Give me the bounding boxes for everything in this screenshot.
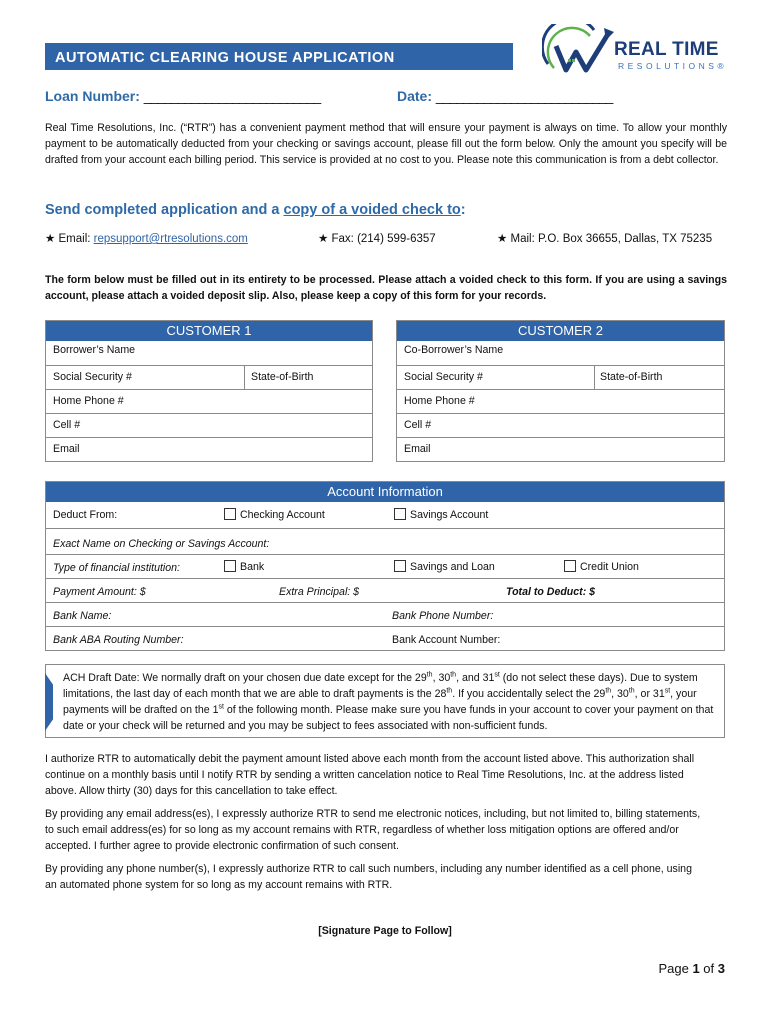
send-heading-colon: :	[460, 202, 466, 218]
c2-home-phone-field[interactable]: Home Phone #	[404, 395, 475, 407]
ach-draft-notice	[45, 664, 725, 738]
form-title: AUTOMATIC CLEARING HOUSE APPLICATION	[45, 43, 513, 70]
logo-subtitle: RESOLUTIONS®	[618, 61, 728, 71]
exact-name-field[interactable]: Exact Name on Checking or Savings Account:	[53, 538, 270, 550]
email-link[interactable]: repsupport@rtresolutions.com	[93, 233, 248, 245]
callout-arrow-icon	[45, 673, 53, 731]
credit-union-label: Credit Union	[580, 561, 639, 573]
extra-principal-field[interactable]: Extra Principal: $	[279, 586, 360, 598]
loan-number-field[interactable]	[45, 88, 320, 104]
ach-draft-text: ACH Draft Date: We normally draft on your chosen due date except for the 29th, 30th, and 31st (do not select these days). Due to system limitations, the last day of each month that we are able to draft payments is the 28th. If you accidentally select the 29th, 30th, or 31st, your payments will be drafted on the 1st of the following month. Please make sure you have funds in your account to cover your payment on that date or your check will be returned and you may be subject to fees associated with non-sufficient funds.	[63, 671, 714, 732]
deduct-from-label: Deduct From:	[53, 509, 118, 521]
bank-label: Bank	[240, 561, 265, 573]
customer-2-title: CUSTOMER 2	[397, 321, 724, 341]
bank-checkbox[interactable]	[224, 560, 236, 572]
savings-loan-option[interactable]	[394, 560, 495, 573]
c1-email-field[interactable]: Email	[53, 443, 80, 455]
checking-label: Checking Account	[240, 509, 325, 521]
bank-phone-field[interactable]: Bank Phone Number:	[392, 610, 494, 622]
contact-fax: ★ Fax: (214) 599-6357	[318, 233, 436, 245]
email-label: ★ Email:	[45, 233, 94, 245]
customer-2-table	[396, 320, 725, 462]
co-borrower-name-field[interactable]: Co-Borrower’s Name	[404, 344, 504, 356]
date-label: Date:	[397, 88, 433, 104]
loan-number-label: Loan Number:	[45, 88, 140, 104]
voided-check-link-text: copy of a voided check to	[283, 202, 461, 218]
account-info-table	[45, 481, 725, 651]
savings-loan-checkbox[interactable]	[394, 560, 406, 572]
c1-state-of-birth-field[interactable]: State-of-Birth	[251, 371, 314, 383]
email-consent-paragraph: By providing any email address(es), I expressly authorize RTR to send me electronic notices, including, but not limited to, billing statements, to such email address(es) for so long as my account remains with RTR, regardless of whether loss mitigation options are offered and/or accepted. I further agree to provide electronic confirmation of such consent.	[45, 808, 701, 852]
bank-option[interactable]	[224, 560, 264, 573]
loan-number-blank[interactable]: __________________________	[143, 88, 321, 104]
logo-name: REAL TIME	[614, 39, 719, 60]
account-info-title: Account Information	[46, 482, 724, 502]
customer-1-title: CUSTOMER 1	[46, 321, 372, 341]
form-notice: The form below must be filled out in its entirety to be processed. Please attach a voided check to this form. If you are using a savings account, please attach a voided deposit slip. Also, please keep a copy of this form for your records.	[45, 274, 727, 302]
customer-1-table	[45, 320, 373, 462]
c1-cell-field[interactable]: Cell #	[53, 419, 81, 431]
date-blank[interactable]: __________________________	[435, 88, 613, 104]
savings-loan-label: Savings and Loan	[410, 561, 495, 573]
institution-type-label: Type of financial institution:	[53, 562, 180, 574]
page-number: Page 1 of 3	[658, 961, 725, 976]
savings-label: Savings Account	[410, 509, 489, 521]
bank-name-field[interactable]: Bank Name:	[53, 610, 112, 622]
c1-ssn-field[interactable]: Social Security #	[53, 371, 132, 383]
c1-home-phone-field[interactable]: Home Phone #	[53, 395, 124, 407]
c2-state-of-birth-field[interactable]: State-of-Birth	[600, 371, 663, 383]
c2-email-field[interactable]: Email	[404, 443, 431, 455]
credit-union-checkbox[interactable]	[564, 560, 576, 572]
phone-consent-paragraph: By providing any phone number(s), I expressly authorize RTR to call such numbers, including any number identified as a cell phone, using an automated phone system for so long as my account remains with RTR.	[45, 863, 692, 891]
checking-account-option[interactable]	[224, 508, 325, 521]
c2-ssn-field[interactable]: Social Security #	[404, 371, 483, 383]
logo-mark-icon	[542, 24, 622, 76]
borrower-name-field[interactable]: Borrower’s Name	[53, 344, 136, 356]
payment-amount-field[interactable]: Payment Amount: $	[53, 586, 146, 598]
authorization-paragraph: I authorize RTR to automatically debit the payment amount listed above each month from the account listed above. This authorization shall continue on a monthly basis until I notify RTR by sending a written cancelation notice to Real Time Resolutions, Inc. at the address listed above. Allow thirty (30) days for this cancellation to take effect.	[45, 753, 695, 797]
signature-page-note: [Signature Page to Follow]	[318, 925, 452, 937]
send-heading-text: Send completed application and a	[45, 202, 284, 218]
date-field[interactable]	[397, 88, 612, 104]
checking-checkbox[interactable]	[224, 508, 236, 520]
contact-email	[45, 231, 248, 245]
c2-cell-field[interactable]: Cell #	[404, 419, 432, 431]
savings-checkbox[interactable]	[394, 508, 406, 520]
total-to-deduct-field[interactable]: Total to Deduct: $	[506, 586, 596, 598]
savings-account-option[interactable]	[394, 508, 488, 521]
send-heading	[45, 202, 466, 218]
account-number-field[interactable]: Bank Account Number:	[392, 634, 501, 646]
credit-union-option[interactable]	[564, 560, 639, 573]
contact-mail: ★ Mail: P.O. Box 36655, Dallas, TX 75235	[497, 233, 713, 245]
intro-paragraph: Real Time Resolutions, Inc. (“RTR”) has a convenient payment method that will ensure your payment is always on time. To allow your monthly payment to be automatically deducted from your checking or savings account, please fill out the form below. Only the amount you specify will be drafted from your account each billing period. This service is provided at no cost to you. Please note this communication is from a debt collector.	[45, 122, 727, 166]
routing-number-field[interactable]: Bank ABA Routing Number:	[53, 634, 184, 646]
company-logo	[542, 24, 732, 76]
